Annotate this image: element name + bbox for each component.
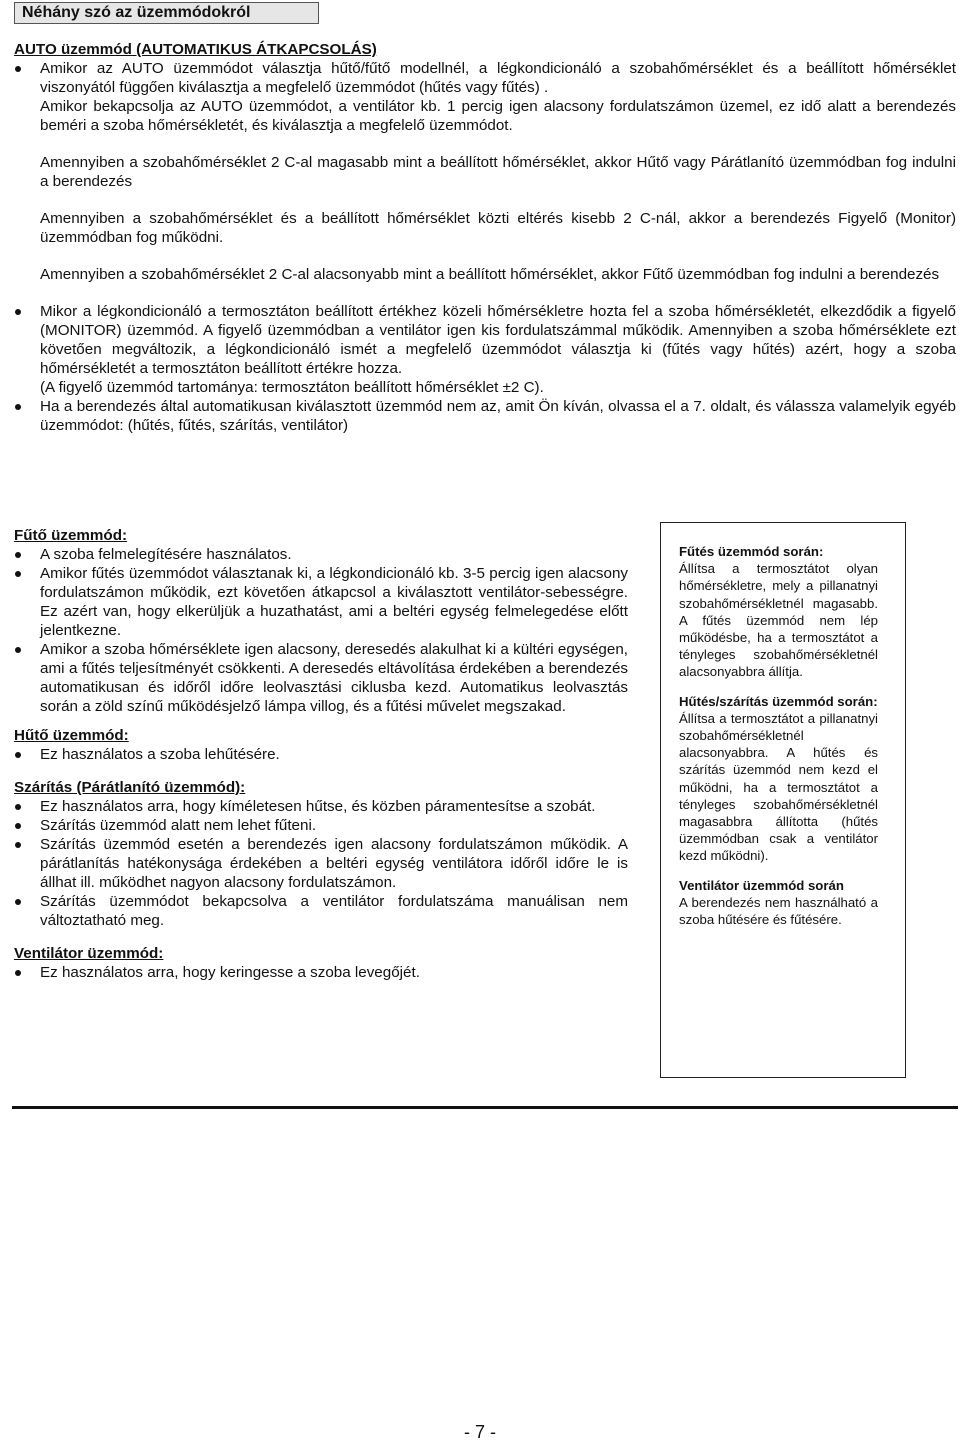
- fan-heading: Ventilátor üzemmód:: [14, 945, 164, 962]
- heating-item: Amikor fűtés üzemmódot választanak ki, a légkondicionáló kb. 3-5 percig igen alacsony fordulatszámon működik, ezt követően átkapcsol a kiválasztott ventilátor-sebességre. Ez azért van, hogy elkerüljük a huzathatást, ami a beltéri egység felmelegedése előtt jelentkezne.: [14, 564, 628, 640]
- side-fan-text: A berendezés nem használható a szoba hűtésére és fűtésére.: [679, 894, 878, 928]
- auto-paragraph-cooling: Amennyiben a szobahőmérséklet 2 C-al magasabb mint a beállított hőmérséklet, akkor Hűtő vagy Párátlanító üzemmódban fog indulni a berendezés: [40, 154, 956, 190]
- drying-item: Szárítás üzemmód alatt nem lehet fűteni.: [14, 816, 628, 835]
- cooling-heading: Hűtő üzemmód:: [14, 727, 129, 744]
- heating-item: Amikor a szoba hőmérséklete igen alacsony, deresedés alakulhat ki a kültéri egységen, ami a fűtés teljesítményét csökkenti. A deresedés eltávolítása érdekében a berendezés automatikusan és időről időre leolvasztási ciklusba kezd. Automatikus leolvasztás során a zöld színű működésjelző lámpa villog, és a fűtési művelet megszakad.: [14, 640, 628, 716]
- auto-heading: AUTO üzemmód (AUTOMATIKUS ÁTKAPCSOLÁS): [14, 41, 377, 58]
- side-heating-text: Állítsa a termosztátot olyan hőmérsékletre, mely a pillanatnyi szobahőmérsékletnél magasabb. A fűtés üzemmód nem lép működésbe, ha a termosztátot a tényleges szobahőmérsékletnél alacsonyabbra állítja.: [679, 561, 878, 680]
- side-cooling-heading: Hűtés/szárítás üzemmód során:: [679, 693, 878, 709]
- auto-bullet-2: Mikor a légkondicionáló a termosztáton beállított értékhez közeli hőmérsékletre hozta fel a szoba hőmérsékletét, elkezdődik a figyelő (MONITOR) üzemmód. A figyelő üzemmódban a ventilátor igen kis fordulatszámmal működik. Amennyiben a szoba hőmérséklete ezt követően megváltozik, a légkondicionáló ismét a megfelelő üzemmódot választja ki (fűtés vagy hűtés) azért, hogy a szoba hőmérsékletét a termosztáton beállított értékre hozza.: [14, 302, 956, 378]
- auto-bullet-1: Amikor az AUTO üzemmódot választja hűtő/fűtő modellnél, a légkondicionáló a szobahőmérséklet és a beállított hőmérséklet viszonyától függően kiválasztja a megfelelő üzemmódot (hűtés vagy fűtés) .: [14, 59, 956, 97]
- cooling-item: Ez használatos a szoba lehűtésére.: [14, 745, 628, 764]
- side-heating-heading: Fűtés üzemmód során:: [679, 544, 824, 559]
- drying-heading: Szárítás (Párátlanító üzemmód):: [14, 779, 246, 796]
- drying-item: Ez használatos arra, hogy kíméletesen hűtse, és közben páramentesítse a szobát.: [14, 797, 628, 816]
- auto-bullet-1-continued: Amikor bekapcsolja az AUTO üzemmódot, a ventilátor kb. 1 percig igen alacsony fordulatszámon üzemel, ez idő alatt a berendezés beméri a szoba hőmérsékletét, és kiválasztja a megfelelő üzemmódot.: [40, 98, 956, 134]
- heating-item: A szoba felmelegítésére használatos.: [14, 545, 628, 564]
- auto-paragraph-heating: Amennyiben a szobahőmérséklet 2 C-al alacsonyabb mint a beállított hőmérséklet, akkor Fűtő üzemmódban fog indulni a berendezés: [40, 266, 940, 283]
- side-fan-heading: Ventilátor üzemmód során: [679, 877, 844, 893]
- auto-section: [14, 40, 956, 435]
- auto-bullet-2-note: (A figyelő üzemmód tartománya: termosztáton beállított hőmérséklet ±2 C).: [40, 379, 544, 396]
- thermostat-tips-box: [660, 522, 906, 1078]
- page-number: - 7 -: [463, 1422, 496, 1442]
- page-title: Néhány szó az üzemmódokról: [14, 2, 319, 24]
- auto-paragraph-monitor: Amennyiben a szobahőmérséklet és a beállított hőmérséklet közti eltérés kisebb 2 C-nál, akkor a berendezés Figyelő (Monitor) üzemmódban fog működni.: [40, 210, 956, 246]
- drying-item: Szárítás üzemmódot bekapcsolva a ventilátor fordulatszáma manuálisan nem változtatható meg.: [14, 892, 628, 930]
- auto-bullet-3: Ha a berendezés által automatikusan kiválasztott üzemmód nem az, amit Ön kíván, olvassa el a 7. oldalt, és válassza valamelyik egyéb üzemmódot: (hűtés, fűtés, szárítás, ventilátor): [14, 397, 956, 435]
- heating-heading: Fűtő üzemmód:: [14, 527, 128, 544]
- modes-column: [14, 526, 628, 982]
- fan-item: Ez használatos arra, hogy keringesse a szoba levegőjét.: [14, 963, 628, 982]
- drying-item: Szárítás üzemmód esetén a berendezés igen alacsony fordulatszámon működik. A párátlanítás hatékonysága érdekében a beltéri egység ventilátora időről időre le is állhat ill. működhet nagyon alacsony fordulatszámon.: [14, 835, 628, 892]
- horizontal-divider: [12, 1106, 958, 1109]
- side-cooling-text: Állítsa a termosztátot a pillanatnyi szobahőmérsékletnél alacsonyabbra. A hűtés és szárítás üzemmód nem kezd el működni, ha a termosztátot a tényleges szobahőmérsékletnél magasabbra állította (hűtés üzemmódban csak a ventilátor kezd működni).: [679, 710, 878, 864]
